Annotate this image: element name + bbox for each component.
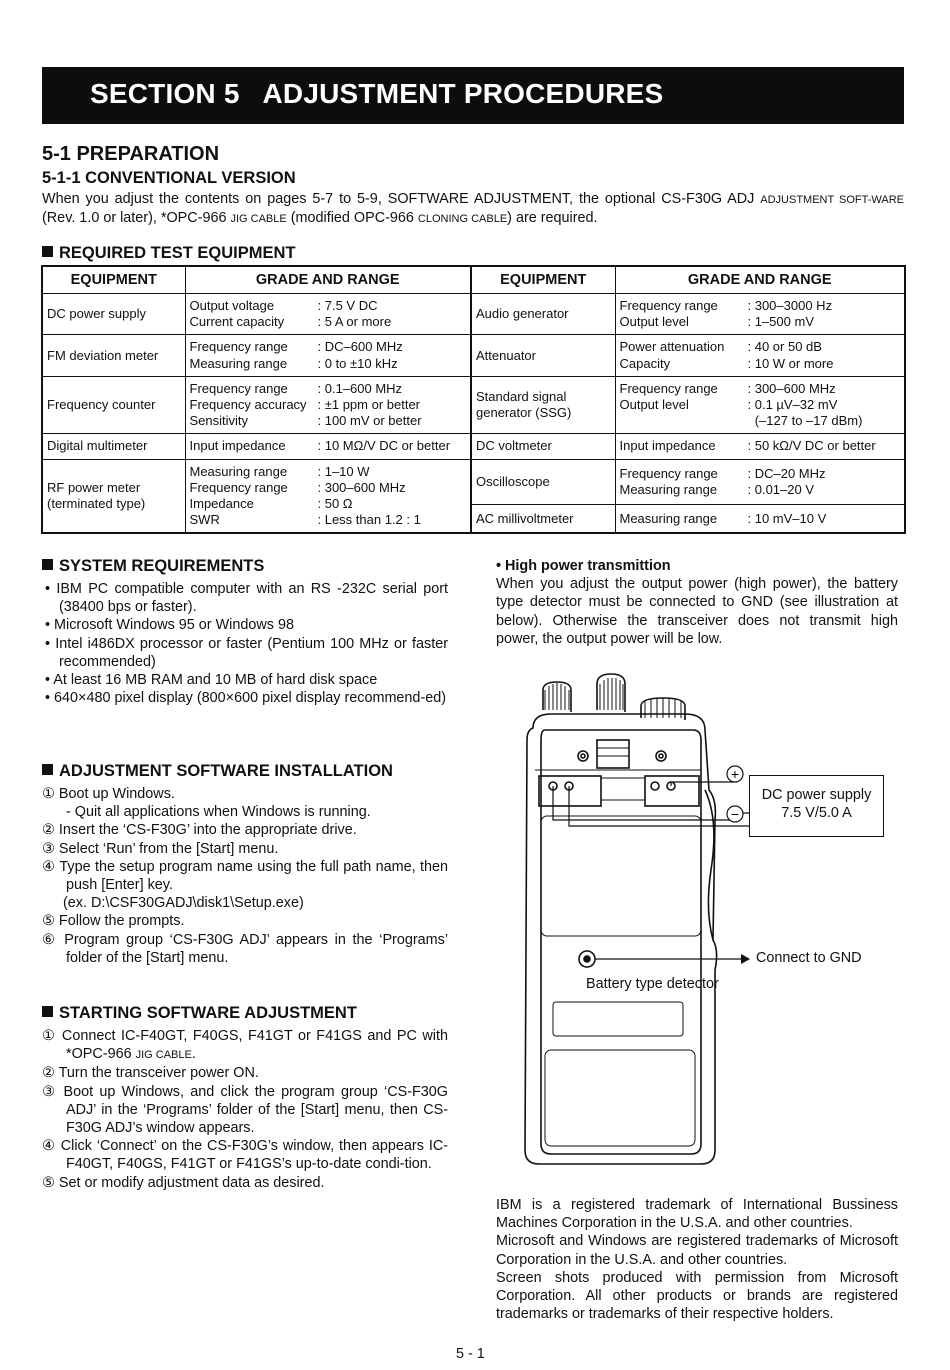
grade-label: Frequency range (619, 380, 718, 396)
grade-value: : DC–20 MHz (747, 465, 826, 481)
grade-label: Impedance (189, 496, 254, 512)
grade-label: Output voltage (189, 298, 275, 313)
grade-cell (185, 294, 471, 335)
grade-label: Capacity (619, 355, 671, 371)
list-item: ④ Click ‘Connect’ on the CS-F30G’s window, then appears IC-F40GT, F40GS, F41GT or F41GS’s up-to-date condi-tion. (42, 1138, 449, 1173)
grade-value: : DC–600 MHz (317, 339, 403, 355)
grade-value: : 0.1–600 MHz (317, 380, 403, 396)
equipment-name: Frequency counter (42, 376, 185, 434)
intro-paragraph: When you adjust the contents on pages 5-7 to 5-9, SOFTWARE ADJUSTMENT, the optional CS-F30G ADJ ADJUSTMENT SOFT-WARE (Rev. 1.0 or later), *OPC-966 JIG CABLE (modified OPC-966 CLONING CABLE) are required. (42, 191, 904, 226)
square-bullet-icon (42, 1006, 53, 1017)
trademark-note: IBM is a registered trademark of International Bussiness Machines Corporation in the U.S.A. and other countries. (496, 1197, 898, 1232)
list-item: • Intel i486DX processor or faster (Pentium 100 MHz or faster recommended) (45, 635, 448, 670)
list-item: ① Boot up Windows. (42, 786, 175, 802)
grade-cell (615, 434, 905, 459)
table-row (42, 459, 905, 505)
square-bullet-icon (42, 559, 53, 570)
grade-cell (185, 376, 471, 434)
equipment-name: AC millivoltmeter (471, 505, 615, 533)
heading-required-test-equipment: REQUIRED TEST EQUIPMENT (42, 244, 296, 263)
equipment-name: Oscilloscope (471, 459, 615, 505)
trademark-notes (496, 1196, 898, 1323)
dc-power-supply-box: DC power supply 7.5 V/5.0 A (749, 775, 884, 837)
grade-value: : 100 mV or better (317, 413, 422, 429)
equipment-name: RF power meter (terminated type) (42, 459, 185, 533)
table-header: EQUIPMENT (42, 266, 185, 294)
arrow-right-icon (741, 954, 750, 964)
list-item: ④ Type the setup program name using the full path name, then push [Enter] key. (42, 858, 448, 894)
grade-value: : Less than 1.2 : 1 (317, 512, 421, 528)
installation-steps (42, 785, 448, 967)
grade-label: Power attenuation (619, 339, 725, 355)
table-row (42, 294, 905, 335)
list-item: ⑥ Program group ‘CS-F30G ADJ’ appears in the ‘Programs’ folder of the [Start] menu. (42, 931, 449, 966)
section-title: SECTION 5 ADJUSTMENT PROCEDURES (90, 78, 664, 109)
grade-cell (615, 294, 905, 335)
heading-starting-software-adjustment: STARTING SOFTWARE ADJUSTMENT (42, 1004, 357, 1023)
grade-value: : 300–3000 Hz (747, 298, 833, 313)
heading-software-installation: ADJUSTMENT SOFTWARE INSTALLATION (42, 762, 393, 781)
grade-label: Frequency range (619, 465, 718, 481)
heading-system-requirements: SYSTEM REQUIREMENTS (42, 557, 264, 576)
grade-value: : 5 A or more (317, 314, 392, 330)
grade-label: Frequency range (189, 479, 288, 495)
list-item: ② Turn the transceiver power ON. (42, 1065, 259, 1082)
grade-cell (185, 434, 471, 459)
battery-type-detector-label: Battery type detector (586, 976, 719, 992)
table-header: EQUIPMENT (471, 266, 615, 294)
list-item: ⑤ Set or modify adjustment data as desired. (42, 1174, 325, 1191)
grade-cell (615, 459, 905, 505)
grade-cell (615, 505, 905, 533)
section-banner (42, 67, 904, 124)
grade-cell (615, 376, 905, 434)
trademark-note: Microsoft and Windows are registered trademarks of Microsoft Corporation in the U.S.A. and other countries. (496, 1233, 898, 1268)
high-power-heading: • High power transmittion (496, 558, 671, 574)
equipment-name: DC power supply (42, 294, 185, 335)
list-subitem: - Quit all applications when Windows is running. (66, 804, 371, 821)
heading-preparation: 5-1 PREPARATION (42, 143, 220, 165)
grade-value: : 300–600 MHz (317, 479, 406, 495)
grade-value: : 1–10 W (317, 463, 370, 479)
grade-label (620, 413, 748, 429)
equipment-name: FM deviation meter (42, 335, 185, 376)
page-number: 5 - 1 (456, 1346, 485, 1362)
list-item: ⑤ Follow the prompts. (42, 913, 185, 930)
grade-value: : 0 to ±10 kHz (317, 355, 398, 371)
plus-sign: + (730, 766, 740, 782)
grade-label: Measuring range (619, 482, 718, 498)
grade-label: Frequency range (189, 339, 288, 355)
connect-to-gnd-label: Connect to GND (756, 950, 862, 966)
grade-label: Frequency accuracy (189, 397, 307, 413)
list-subitem: (ex. D:\CSF30GADJ\disk1\Setup.exe) (63, 895, 304, 912)
grade-label: Input impedance (189, 438, 286, 454)
table-row (42, 335, 905, 376)
list-item: ② Insert the ‘CS-F30G’ into the appropriate drive. (42, 822, 357, 839)
table-row (42, 376, 905, 434)
grade-label: Measuring range (189, 355, 288, 371)
list-item: • 640×480 pixel display (800×600 pixel display recommend-ed) (45, 690, 447, 707)
table-header: GRADE AND RANGE (185, 266, 471, 294)
grade-label: Measuring range (189, 463, 288, 479)
transceiver-illustration (505, 670, 905, 1180)
square-bullet-icon (42, 246, 53, 257)
grade-value: (–127 to –17 dBm) (747, 413, 863, 429)
grade-cell (615, 335, 905, 376)
list-item: • Microsoft Windows 95 or Windows 98 (45, 617, 294, 634)
square-bullet-icon (42, 764, 53, 775)
grade-label: Output level (619, 314, 689, 330)
equipment-name: DC voltmeter (471, 434, 615, 459)
high-power-text: When you adjust the output power (high power), the battery type detector must be connected to GND (see illustration at below). Otherwise the transceiver does not transmit high power, the output power will be low. (496, 576, 898, 647)
grade-value: : ±1 ppm or better (317, 397, 421, 413)
grade-value: : 7.5 V DC (317, 298, 378, 313)
grade-value: : 0.1 µV–32 mV (747, 397, 838, 413)
grade-value: : 0.01–20 V (747, 482, 814, 498)
grade-value: : 1–500 mV (747, 314, 814, 330)
grade-label: Sensitivity (189, 413, 249, 429)
test-equipment-table (41, 265, 906, 534)
equipment-name: Standard signal generator (SSG) (471, 376, 615, 434)
high-power-section (496, 557, 898, 648)
grade-value: : 50 kΩ/V DC or better (747, 438, 876, 454)
grade-value: : 10 MΩ/V DC or better (317, 438, 451, 454)
grade-label: Input impedance (619, 438, 716, 454)
grade-value: : 10 mV–10 V (747, 510, 827, 526)
system-requirements-list (45, 580, 448, 707)
grade-label: Current capacity (189, 314, 285, 330)
grade-value: : 50 Ω (317, 496, 353, 512)
starting-steps (42, 1027, 448, 1192)
grade-label: Frequency range (189, 380, 288, 396)
grade-label: Output level (619, 397, 689, 413)
table-header-row (42, 266, 905, 294)
equipment-name: Attenuator (471, 335, 615, 376)
grade-label: SWR (189, 512, 220, 528)
table-header: GRADE AND RANGE (615, 266, 905, 294)
grade-label: Frequency range (619, 298, 718, 313)
list-item: • IBM PC compatible computer with an RS -232C serial port (38400 bps or faster). (45, 581, 448, 616)
list-item: ③ Select ‘Run’ from the [Start] menu. (42, 840, 279, 857)
grade-value: : 10 W or more (747, 355, 834, 371)
grade-cell (185, 459, 471, 533)
minus-sign: − (730, 806, 740, 822)
trademark-note: Screen shots produced with permission from Microsoft Corporation. All other products or brands are registered trademarks or trademarks of their respective holders. (496, 1269, 898, 1323)
equipment-name: Audio generator (471, 294, 615, 335)
heading-conventional-version: 5-1-1 CONVENTIONAL VERSION (42, 169, 296, 187)
grade-label: Measuring range (619, 510, 718, 526)
equipment-name: Digital multimeter (42, 434, 185, 459)
list-item: ③ Boot up Windows, and click the program group ‘CS-F30G ADJ’ in the ‘Programs’ folder of the [Start] menu, then CS-F30G ADJ’s window appears. (42, 1083, 448, 1137)
table-row (42, 434, 905, 459)
grade-value: : 300–600 MHz (747, 380, 836, 396)
grade-value: : 40 or 50 dB (747, 339, 822, 355)
list-item: ① Connect IC-F40GT, F40GS, F41GT or F41GS and PC with *OPC-966 JIG CABLE. (42, 1028, 448, 1063)
grade-cell (185, 335, 471, 376)
list-item: • At least 16 MB RAM and 10 MB of hard disk space (45, 672, 378, 689)
